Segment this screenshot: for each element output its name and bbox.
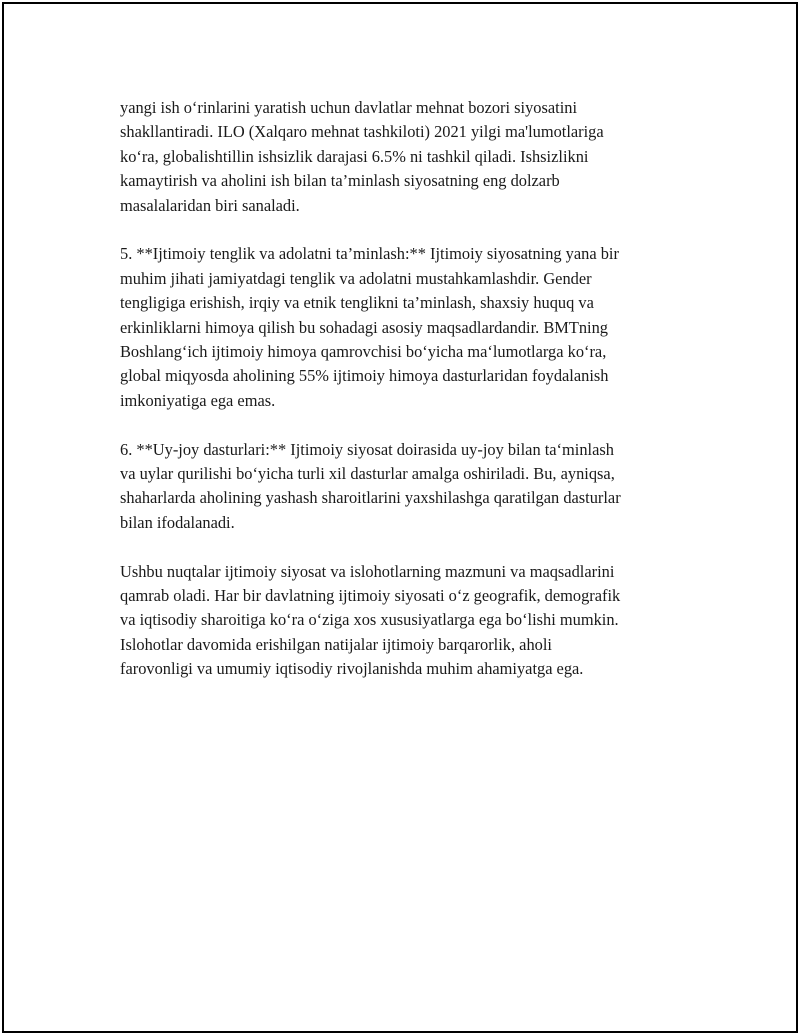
paragraph-housing-programs [120, 438, 700, 536]
page-frame [2, 2, 798, 1033]
text-line: yangi ish o‘rinlarini yaratish uchun davlatlar mehnat bozori siyosatini [120, 98, 578, 117]
paragraph-employment [120, 96, 700, 218]
text-line: va iqtisodiy sharoitiga ko‘ra o‘ziga xos xususiyatlarga ega bo‘lishi mumkin. [120, 610, 619, 630]
text-line: Ushbu nuqtalar ijtimoiy siyosat va islohotlarning mazmuni va maqsadlarini [120, 561, 615, 581]
text-line: tengligiga erishish, irqiy va etnik tenglikni ta’minlash, shaxsiy huquq va [120, 293, 594, 313]
text-line: qamrab oladi. Har bir davlatning ijtimoiy siyosati o‘z geografik, demografik [120, 586, 621, 606]
text-line: masalalaridan biri sanaladi. [120, 195, 300, 215]
document-body [120, 96, 700, 706]
text-line: Boshlang‘ich ijtimoiy himoya qamrovchisi bo‘yicha ma‘lumotlarga ko‘ra, [120, 342, 607, 362]
text-line: 5. **Ijtimoiy tenglik va adolatni ta’minlash:** Ijtimoiy siyosatning yana bir [120, 244, 619, 264]
text-line: farovonligi va umumiy iqtisodiy rivojlanishda muhim ahamiyatga ega. [120, 659, 584, 679]
text-line: imkoniyatiga ega emas. [120, 390, 276, 410]
text-line: kamaytirish va aholini ish bilan ta’minlash siyosatning eng dolzarb [120, 171, 560, 191]
text-line: shakllantiradi. ILO (Xalqaro mehnat tashkiloti) 2021 yilgi ma'lumotlariga [120, 122, 604, 142]
text-line: erkinliklarni himoya qilish bu sohadagi asosiy maqsadlardandir. BMTning [120, 317, 609, 337]
text-line: bilan ifodalanadi. [120, 512, 235, 532]
text-line: shaharlarda aholining yashash sharoitlarini yaxshilashga qaratilgan dasturlar [120, 488, 621, 508]
text-line: 6. **Uy-joy dasturlari:** Ijtimoiy siyosat doirasida uy-joy bilan ta‘minlash [120, 439, 614, 459]
text-line: global miqyosda aholining 55% ijtimoiy himoya dasturlaridan foydalanish [120, 366, 609, 386]
paragraph-conclusion [120, 560, 700, 682]
text-line: ko‘ra, globalishtillin ishsizlik darajasi 6.5% ni tashkil qiladi. Ishsizlikni [120, 146, 589, 166]
text-line: Islohotlar davomida erishilgan natijalar ijtimoiy barqarorlik, aholi [120, 634, 552, 654]
text-line: va uylar qurilishi bo‘yicha turli xil dasturlar amalga oshiriladi. Bu, ayniqsa, [120, 464, 615, 484]
text-line: muhim jihati jamiyatdagi tenglik va adolatni mustahkamlashdir. Gender [120, 268, 592, 288]
paragraph-social-equality [120, 242, 700, 413]
